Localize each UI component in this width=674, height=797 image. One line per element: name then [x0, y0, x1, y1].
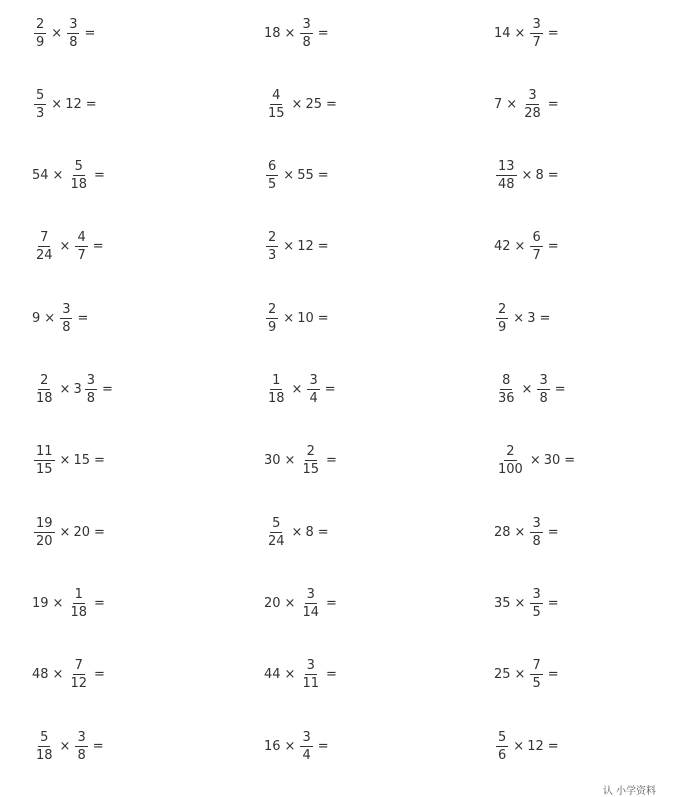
- fraction: [530, 18, 542, 49]
- equals-sign: =: [547, 96, 559, 112]
- denominator: 5: [268, 177, 277, 193]
- fraction: [60, 303, 72, 334]
- fraction: [68, 588, 89, 619]
- math-problem: [32, 444, 108, 478]
- fraction: [300, 731, 312, 762]
- times-sign: ×: [59, 524, 71, 540]
- math-problem: [264, 729, 332, 763]
- denominator: 15: [302, 462, 319, 478]
- denominator: 3: [268, 248, 277, 264]
- denominator: 4: [309, 391, 318, 406]
- equals-sign: =: [326, 96, 337, 112]
- times-sign: ×: [284, 453, 296, 469]
- denominator: 5: [532, 676, 541, 692]
- math-problem: [32, 586, 108, 620]
- fraction: [75, 731, 87, 762]
- denominator: 8: [77, 747, 86, 763]
- whole-number: 12: [65, 96, 82, 112]
- times-sign: ×: [514, 595, 526, 611]
- equals-sign: =: [84, 25, 96, 41]
- whole-number: 48: [32, 667, 49, 683]
- equals-sign: =: [94, 453, 105, 469]
- math-problem: [264, 658, 340, 692]
- numerator: 2: [268, 301, 277, 317]
- equals-sign: =: [94, 667, 105, 683]
- numerator: 5: [498, 729, 507, 745]
- equals-sign: =: [102, 382, 113, 397]
- times-sign: ×: [513, 738, 525, 754]
- numerator: 2: [40, 373, 49, 388]
- numerator: 3: [302, 729, 311, 745]
- denominator: 18: [36, 391, 53, 406]
- times-sign: ×: [284, 25, 296, 41]
- denominator: 18: [70, 177, 87, 193]
- numerator: 3: [309, 373, 318, 388]
- numerator: 5: [272, 515, 281, 531]
- whole-number: 30: [543, 453, 561, 469]
- equals-sign: =: [85, 96, 97, 112]
- equals-sign: =: [547, 595, 559, 611]
- math-problem: [264, 515, 332, 549]
- whole-number: 54: [32, 168, 49, 184]
- equals-sign: =: [317, 239, 329, 255]
- whole-number: 12: [297, 239, 314, 255]
- numerator: 6: [532, 230, 541, 246]
- times-sign: ×: [284, 595, 296, 611]
- whole-number: 16: [264, 738, 281, 754]
- whole-number: 9: [32, 310, 41, 326]
- numerator: 2: [498, 301, 507, 317]
- fraction: [300, 588, 321, 619]
- numerator: 3: [69, 16, 78, 32]
- numerator: 3: [532, 16, 541, 32]
- fraction: [266, 303, 278, 334]
- equals-sign: =: [326, 667, 337, 683]
- whole-number: 19: [32, 595, 49, 611]
- whole-number: 35: [494, 595, 511, 611]
- fraction: [85, 374, 97, 405]
- times-sign: ×: [284, 738, 296, 754]
- whole-number: 8: [535, 168, 544, 184]
- denominator: 28: [524, 105, 541, 121]
- fraction: [34, 445, 55, 476]
- times-sign: ×: [59, 382, 71, 397]
- math-problem: [264, 16, 332, 50]
- equals-sign: =: [547, 25, 559, 41]
- fraction: [34, 517, 55, 548]
- fraction: [300, 659, 321, 690]
- denominator: 9: [498, 319, 507, 335]
- math-problem: [32, 373, 116, 407]
- numerator: 7: [74, 658, 83, 674]
- denominator: 100: [498, 462, 523, 478]
- numerator: 4: [77, 230, 86, 246]
- equals-sign: =: [547, 524, 559, 540]
- times-sign: ×: [52, 595, 64, 611]
- math-problem: [494, 729, 562, 763]
- numerator: 13: [498, 159, 515, 175]
- times-sign: ×: [514, 667, 526, 683]
- math-problem: [32, 515, 108, 549]
- fraction: [68, 160, 89, 191]
- whole-number: 10: [297, 310, 314, 326]
- numerator: 5: [40, 729, 49, 745]
- math-problem: [494, 658, 562, 692]
- numerator: 7: [532, 658, 541, 674]
- denominator: 9: [36, 34, 45, 50]
- whole-number: 20: [73, 524, 90, 540]
- numerator: 3: [77, 729, 86, 745]
- numerator: 6: [268, 159, 277, 175]
- times-sign: ×: [51, 96, 63, 112]
- denominator: 8: [86, 391, 96, 406]
- whole-number: 7: [494, 96, 503, 112]
- fraction: [530, 231, 542, 262]
- denominator: 7: [532, 248, 541, 264]
- whole-number: 55: [297, 168, 314, 184]
- math-problem: [32, 87, 100, 121]
- equals-sign: =: [317, 25, 329, 41]
- whole-number: 15: [73, 453, 90, 469]
- whole-number: 18: [264, 25, 281, 41]
- math-problem: [494, 373, 569, 407]
- times-sign: ×: [521, 168, 533, 184]
- whole-number: 3: [73, 382, 82, 397]
- equals-sign: =: [92, 738, 104, 754]
- fraction: [266, 160, 278, 191]
- denominator: 6: [498, 747, 507, 763]
- denominator: 4: [302, 747, 311, 763]
- math-problem: [494, 515, 562, 549]
- equals-sign: =: [94, 168, 105, 184]
- equals-sign: =: [564, 453, 576, 469]
- fraction: [537, 374, 549, 405]
- numerator: 4: [272, 87, 281, 103]
- math-problem: [264, 301, 332, 335]
- math-problem: [32, 301, 91, 335]
- times-sign: ×: [51, 25, 63, 41]
- math-problem: [494, 87, 562, 121]
- fraction: [496, 303, 508, 334]
- times-sign: ×: [283, 310, 295, 326]
- numerator: 7: [40, 230, 49, 246]
- times-sign: ×: [59, 738, 71, 754]
- equals-sign: =: [317, 310, 329, 326]
- math-problem: [494, 586, 562, 620]
- math-problem: [494, 230, 562, 264]
- math-problem: [264, 586, 340, 620]
- math-problem: [494, 159, 562, 193]
- equals-sign: =: [77, 310, 89, 326]
- denominator: 36: [498, 391, 515, 406]
- numerator: 1: [272, 373, 281, 388]
- equals-sign: =: [94, 595, 105, 611]
- times-sign: ×: [514, 239, 526, 255]
- math-problem: [264, 230, 332, 264]
- whole-number: 42: [494, 239, 511, 255]
- numerator: 2: [268, 230, 277, 246]
- whole-number: 25: [494, 667, 511, 683]
- numerator: 3: [86, 373, 96, 388]
- times-sign: ×: [529, 453, 541, 469]
- times-sign: ×: [514, 524, 526, 540]
- fraction: [266, 374, 287, 405]
- times-sign: ×: [521, 382, 533, 397]
- times-sign: ×: [513, 310, 525, 326]
- denominator: 7: [77, 248, 86, 264]
- numerator: 2: [306, 444, 315, 460]
- math-problem: [32, 159, 108, 193]
- numerator: 1: [74, 586, 83, 602]
- numerator: 5: [74, 159, 83, 175]
- fraction: [300, 445, 321, 476]
- times-sign: ×: [283, 239, 295, 255]
- denominator: 18: [36, 747, 53, 763]
- numerator: 2: [506, 444, 515, 460]
- denominator: 8: [302, 34, 311, 50]
- times-sign: ×: [44, 310, 56, 326]
- denominator: 15: [36, 462, 53, 478]
- numerator: 5: [36, 87, 45, 103]
- times-sign: ×: [59, 239, 71, 255]
- denominator: 3: [36, 105, 45, 121]
- fraction: [75, 231, 87, 262]
- equals-sign: =: [547, 667, 559, 683]
- whole-number: 12: [527, 738, 544, 754]
- math-problem: [494, 444, 578, 478]
- math-problem: [494, 301, 553, 335]
- fraction: [266, 517, 287, 548]
- denominator: 8: [69, 34, 78, 50]
- equals-sign: =: [539, 310, 551, 326]
- equals-sign: =: [547, 168, 559, 184]
- fraction: [68, 659, 89, 690]
- denominator: 15: [268, 105, 285, 121]
- numerator: 3: [306, 586, 315, 602]
- fraction: [266, 231, 278, 262]
- denominator: 8: [539, 391, 548, 406]
- math-problem: [264, 373, 339, 407]
- times-sign: ×: [283, 168, 295, 184]
- fraction: [496, 160, 517, 191]
- times-sign: ×: [59, 453, 71, 469]
- whole-number: 28: [494, 524, 511, 540]
- equals-sign: =: [547, 239, 559, 255]
- times-sign: ×: [514, 25, 526, 41]
- whole-number: 3: [527, 310, 536, 326]
- numerator: 2: [36, 16, 45, 32]
- numerator: 3: [302, 16, 311, 32]
- fraction: [266, 89, 287, 120]
- numerator: 11: [36, 444, 53, 460]
- fraction: [34, 89, 46, 120]
- denominator: 24: [36, 248, 53, 264]
- times-sign: ×: [291, 382, 303, 397]
- fraction: [522, 89, 543, 120]
- equals-sign: =: [94, 524, 105, 540]
- numerator: 8: [502, 373, 511, 388]
- equals-sign: =: [92, 239, 104, 255]
- fraction: [67, 18, 79, 49]
- numerator: 3: [306, 658, 315, 674]
- equals-sign: =: [317, 738, 329, 754]
- numerator: 19: [36, 515, 53, 531]
- math-problem: [32, 729, 107, 763]
- whole-number: 44: [264, 667, 281, 683]
- whole-number: 14: [494, 25, 511, 41]
- fraction: [34, 731, 55, 762]
- denominator: 5: [532, 604, 541, 620]
- math-problem: [264, 87, 340, 121]
- numerator: 3: [532, 586, 541, 602]
- denominator: 18: [70, 604, 87, 620]
- numerator: 3: [539, 373, 548, 388]
- times-sign: ×: [291, 96, 303, 112]
- math-problem: [264, 159, 332, 193]
- math-problem: [32, 16, 98, 50]
- fraction: [307, 374, 319, 405]
- times-sign: ×: [291, 524, 303, 540]
- denominator: 18: [268, 391, 285, 406]
- equals-sign: =: [547, 738, 559, 754]
- equals-sign: =: [326, 453, 337, 469]
- denominator: 8: [532, 533, 541, 549]
- fraction: [34, 231, 55, 262]
- math-problem: [494, 16, 562, 50]
- times-sign: ×: [52, 168, 64, 184]
- denominator: 24: [268, 533, 285, 549]
- whole-number: 25: [305, 96, 322, 112]
- math-problem: [32, 658, 108, 692]
- denominator: 9: [268, 319, 277, 335]
- fraction: [300, 18, 312, 49]
- times-sign: ×: [506, 96, 518, 112]
- denominator: 8: [62, 319, 71, 335]
- fraction: [34, 18, 46, 49]
- equals-sign: =: [326, 595, 337, 611]
- fraction: [496, 374, 517, 405]
- denominator: 14: [302, 604, 319, 620]
- denominator: 20: [36, 533, 53, 549]
- equals-sign: =: [317, 524, 329, 540]
- equals-sign: =: [324, 382, 336, 397]
- times-sign: ×: [52, 667, 64, 683]
- math-problem: [264, 444, 340, 478]
- denominator: 7: [532, 34, 541, 50]
- equals-sign: =: [317, 168, 329, 184]
- fraction: [530, 659, 542, 690]
- denominator: 11: [302, 676, 319, 692]
- numerator: 3: [62, 301, 71, 317]
- whole-number: 20: [264, 595, 281, 611]
- denominator: 12: [70, 676, 87, 692]
- numerator: 3: [528, 87, 537, 103]
- whole-number: 8: [305, 524, 314, 540]
- fraction: [530, 588, 542, 619]
- fraction: [34, 374, 55, 405]
- fraction: [530, 517, 542, 548]
- fraction: [496, 445, 525, 476]
- times-sign: ×: [284, 667, 296, 683]
- whole-number: 30: [264, 453, 281, 469]
- equals-sign: =: [554, 382, 566, 397]
- denominator: 48: [498, 177, 515, 193]
- footer-watermark: 认 小学资料: [602, 786, 656, 797]
- math-problem: [32, 230, 107, 264]
- fraction: [496, 731, 508, 762]
- numerator: 3: [532, 515, 541, 531]
